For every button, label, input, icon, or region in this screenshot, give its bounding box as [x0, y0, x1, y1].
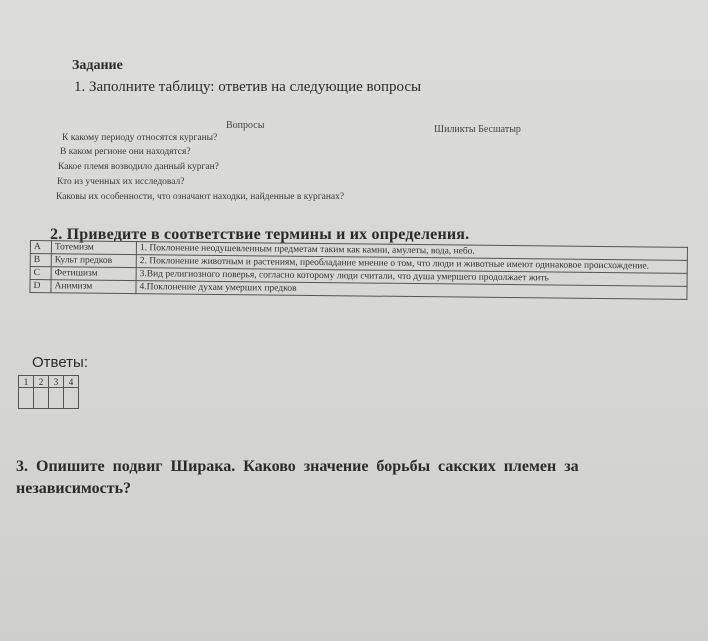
answer-cell[interactable]	[34, 388, 49, 409]
question-item: Кто из ученных их исследовал?	[57, 177, 185, 187]
question-item: К какому периоду относятся курганы?	[62, 133, 218, 143]
row-letter: B	[30, 254, 51, 267]
answer-column-number: 4	[64, 376, 79, 388]
term-cell: Анимизм	[51, 280, 136, 294]
answers-table	[18, 375, 79, 409]
answers-label: Ответы:	[32, 354, 89, 371]
answer-column-number: 2	[34, 376, 49, 388]
answer-column-number: 3	[49, 376, 64, 388]
page-heading: Задание	[72, 58, 123, 73]
matching-table	[29, 240, 688, 300]
definition-cell: 3.Вид религиозного поверья, согласно которому люди считали, что душа умершего продолжает жить	[136, 268, 687, 287]
answer-cell[interactable]	[49, 388, 64, 409]
definition-cell: 4.Поклонение духам умерших предков	[136, 281, 687, 300]
definition-cell: 1. Поклонение неодушевленным предметам таким как камни, амулеты, вода, небо.	[136, 242, 687, 261]
question-item: В каком регионе они находятся?	[60, 147, 191, 157]
row-letter: C	[30, 267, 51, 280]
answer-cell[interactable]	[64, 388, 79, 409]
column-header-kurgans: Шиликты Бесшатыр	[434, 124, 521, 135]
question-item: Каковы их особенности, что означают находки, найденные в курганах?	[56, 192, 345, 202]
task3-question: 3. Опишите подвиг Ширака. Каково значение борьбы сакских племен за независимость?	[16, 458, 579, 497]
task1-title: 1. Заполните таблицу: ответив на следующие вопросы	[74, 79, 422, 95]
term-cell: Фетишизм	[51, 267, 136, 281]
term-cell: Тотемизм	[51, 241, 136, 255]
row-letter: A	[30, 241, 51, 254]
question-item: Какое племя возводило данный курган?	[58, 162, 219, 172]
column-header-questions: Вопросы	[226, 120, 265, 131]
row-letter: D	[30, 280, 51, 293]
answer-cell[interactable]	[19, 388, 34, 409]
task2-title: 2. Приведите в соответствие термины и их определения.	[50, 226, 470, 243]
term-cell: Культ предков	[51, 254, 136, 268]
definition-cell: 2. Поклонение животным и растениям, преобладание мнение о том, что люди и животные имеют одинаковое происхождение.	[136, 255, 687, 274]
answer-column-number: 1	[19, 376, 34, 388]
